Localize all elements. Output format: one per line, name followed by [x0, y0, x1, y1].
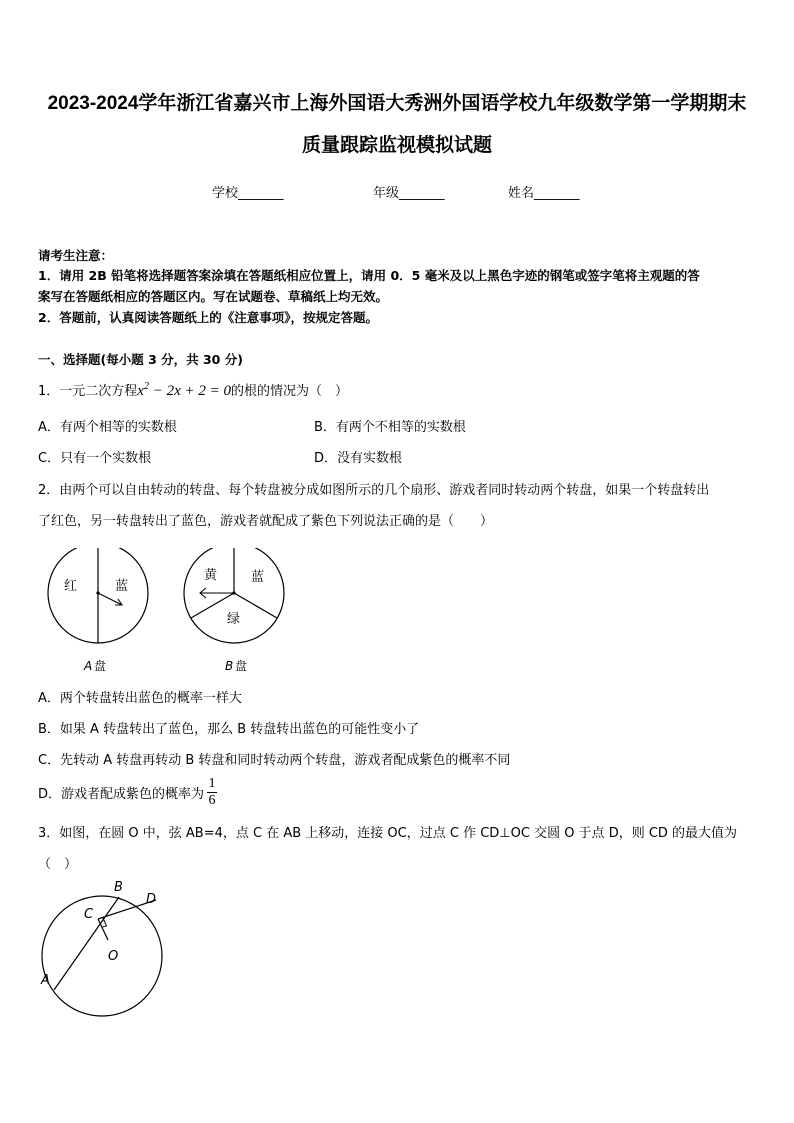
disk-b-caption-text: 盘: [235, 659, 248, 673]
q1-suffix: 的根的情况为（ ）: [230, 384, 348, 399]
page-title-line2: 质量跟踪监视模拟试题: [301, 135, 492, 156]
section1-heading: 一、选择题(每小题 3 分，共 30 分): [38, 352, 243, 367]
q3-stem-line2: （ ）: [38, 857, 78, 872]
point-a-label: A: [41, 973, 50, 988]
disk-a: [48, 548, 148, 673]
q2-stem-line1: 2．由两个可以自由转动的转盘、每个转盘被分成如图所示的几个扇形、游戏者同时转动两个转盘，如果一个转盘转出: [38, 483, 710, 498]
disk-a-caption-letter: A: [84, 659, 93, 673]
disk-a-label-blue: 蓝: [115, 579, 129, 594]
q1-option-b: B．有两个不相等的实数根: [314, 420, 466, 435]
point-c-label: C: [84, 907, 94, 922]
disk-a-label-red: 红: [64, 579, 78, 594]
point-d-label: D: [146, 892, 157, 907]
disk-b-label-blue: 蓝: [251, 570, 265, 585]
disk-b-caption-letter: B: [225, 659, 234, 673]
page-title-line1: 2023-2024学年浙江省嘉兴市上海外国语大秀洲外国语学校九年级数学第一学期期末: [47, 93, 747, 114]
q2-option-a: A．两个转盘转出蓝色的概率一样大: [38, 691, 242, 706]
q2-option-c: C．先转动 A 转盘再转动 B 转盘和同时转动两个转盘，游戏者配成紫色的概率不同: [38, 753, 511, 768]
q3-stem-line1: 3．如图，在圆 O 中，弦 AB=4，点 C 在 AB 上移动，连接 OC，过点 C 作 CD⊥OC 交圆 O 于点 D，则 CD 的最大值为: [38, 826, 738, 841]
point-b-label: B: [114, 880, 123, 895]
q1-option-c: C．只有一个实数根: [38, 451, 152, 466]
notice-heading: 请考生注意：: [38, 248, 114, 263]
disk-a-caption-text: 盘: [94, 659, 107, 673]
disk-b-label-yellow: 黄: [204, 568, 218, 583]
notice-item1-line2: 案写在答题纸相应的答题区内。写在试题卷、草稿纸上均无效。: [38, 289, 389, 304]
disk-b: [184, 548, 284, 673]
q1-equation: $x^2 - 2x + 2 = 0$: [137, 381, 231, 399]
q1-option-a: A．有两个相等的实数根: [38, 420, 177, 435]
notice-item2: 2．答题前，认真阅读答题纸上的《注意事项》，按规定答题。: [38, 310, 378, 325]
q2-spinner-figure: [38, 548, 298, 678]
disk-b-label-green: 绿: [227, 612, 241, 627]
q2-option-d-text: D．游戏者配成紫色的概率为: [38, 787, 205, 802]
q1-prefix: 1．一元二次方程: [38, 384, 138, 399]
q2-option-d: [38, 776, 217, 809]
q2-option-b: B．如果 A 转盘转出了蓝色，那么 B 转盘转出蓝色的可能性变小了: [38, 722, 420, 737]
q2-option-d-fraction: $\frac{1}{6}$: [208, 776, 216, 808]
q1-stem: [38, 380, 348, 400]
q1-option-d: D．没有实数根: [314, 451, 403, 466]
name-field: 姓名_______: [508, 186, 580, 201]
grade-field: 年级_______: [373, 186, 445, 201]
point-o-label: O: [108, 949, 119, 964]
notice-item1-line1: 1．请用 2B 铅笔将选择题答案涂填在答题纸相应位置上，请用 0．5 毫米及以上黑色字迹的钢笔或签字笔将主观题的答: [38, 268, 700, 283]
q3-circle-figure: [36, 876, 176, 1022]
school-field: 学校_______: [212, 186, 284, 201]
q2-stem-line2: 了红色，另一转盘转出了蓝色，游戏者就配成了紫色下列说法正确的是（ ）: [38, 514, 494, 529]
